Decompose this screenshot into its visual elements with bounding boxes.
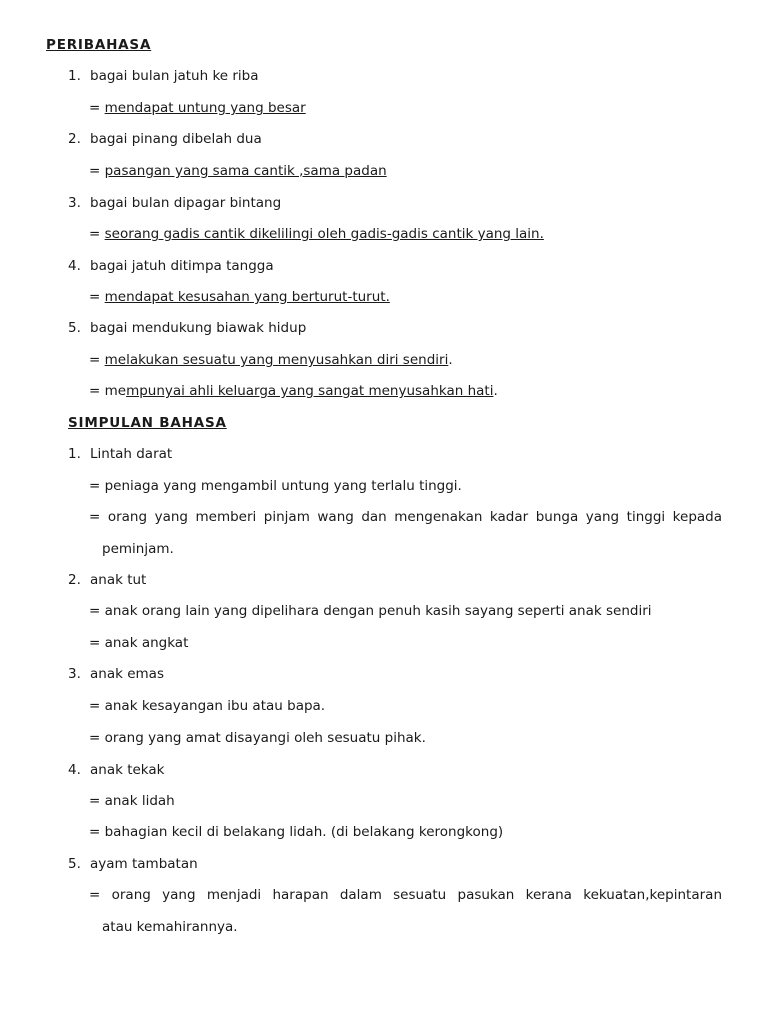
meaning-line: = orang yang menjadi harapan dalam sesuatu pasukan kerana kekuatan,kepintaran [89, 887, 722, 903]
meaning-text: seorang gadis cantik dikelilingi oleh gadis-gadis cantik yang lain. [104, 226, 544, 242]
item-phrase: bagai mendukung biawak hidup [90, 320, 307, 336]
item-phrase: anak emas [90, 666, 164, 682]
meaning-line [89, 225, 544, 243]
peribahasa-heading: PERIBAHASA [46, 37, 152, 53]
meaning-line-continuation: peminjam. [102, 541, 174, 557]
meaning-prefix: = me [89, 383, 127, 399]
meaning-prefix: = [89, 289, 105, 305]
meaning-text: mpunyai ahli keluarga yang sangat menyusahkan hati [126, 383, 494, 399]
meaning-line: = orang yang memberi pinjam wang dan mengenakan kadar bunga yang tinggi kepada [89, 509, 722, 525]
meaning-line [89, 99, 306, 117]
item-number: 2. [68, 572, 81, 588]
item-phrase: bagai jatuh ditimpa tangga [90, 258, 274, 274]
meaning-text: mendapat untung yang besar [104, 100, 306, 116]
item-phrase: bagai bulan dipagar bintang [90, 195, 282, 211]
item-phrase: Lintah darat [90, 446, 173, 462]
item-phrase: bagai pinang dibelah dua [90, 131, 262, 147]
item-number: 1. [68, 68, 81, 84]
meaning-line [89, 351, 453, 369]
item-number: 2. [68, 131, 81, 147]
meaning-text: mendapat kesusahan yang berturut-turut. [104, 289, 390, 305]
meaning-text: melakukan sesuatu yang menyusahkan diri sendiri [104, 352, 449, 368]
meaning-line [89, 162, 387, 180]
item-phrase: bagai bulan jatuh ke riba [90, 68, 259, 84]
meaning-line: = peniaga yang mengambil untung yang terlalu tinggi. [89, 478, 462, 494]
item-number: 4. [68, 762, 81, 778]
meaning-prefix: = [89, 100, 105, 116]
meaning-suffix: . [493, 383, 498, 399]
meaning-suffix: . [448, 352, 453, 368]
item-number: 1. [68, 446, 81, 462]
meaning-line: = bahagian kecil di belakang lidah. (di belakang kerongkong) [89, 824, 504, 840]
meaning-line: = anak angkat [89, 635, 189, 651]
meaning-line: = anak lidah [89, 793, 175, 809]
meaning-line [89, 288, 390, 306]
item-number: 5. [68, 320, 81, 336]
meaning-prefix: = [89, 226, 105, 242]
meaning-prefix: = [89, 163, 105, 179]
meaning-text: pasangan yang sama cantik ,sama padan [104, 163, 387, 179]
simpulan-bahasa-heading: SIMPULAN BAHASA [68, 415, 227, 431]
item-phrase: anak tekak [90, 762, 165, 778]
meaning-line-continuation: atau kemahirannya. [102, 919, 238, 935]
item-number: 3. [68, 195, 81, 211]
meaning-line: = anak kesayangan ibu atau bapa. [89, 698, 326, 714]
item-number: 4. [68, 258, 81, 274]
item-number: 5. [68, 856, 81, 872]
meaning-line: = anak orang lain yang dipelihara dengan penuh kasih sayang seperti anak sendiri [89, 603, 652, 619]
meaning-line [89, 382, 498, 400]
item-phrase: anak tut [90, 572, 147, 588]
meaning-line: = orang yang amat disayangi oleh sesuatu pihak. [89, 730, 426, 746]
item-phrase: ayam tambatan [90, 856, 198, 872]
meaning-prefix: = [89, 352, 105, 368]
item-number: 3. [68, 666, 81, 682]
